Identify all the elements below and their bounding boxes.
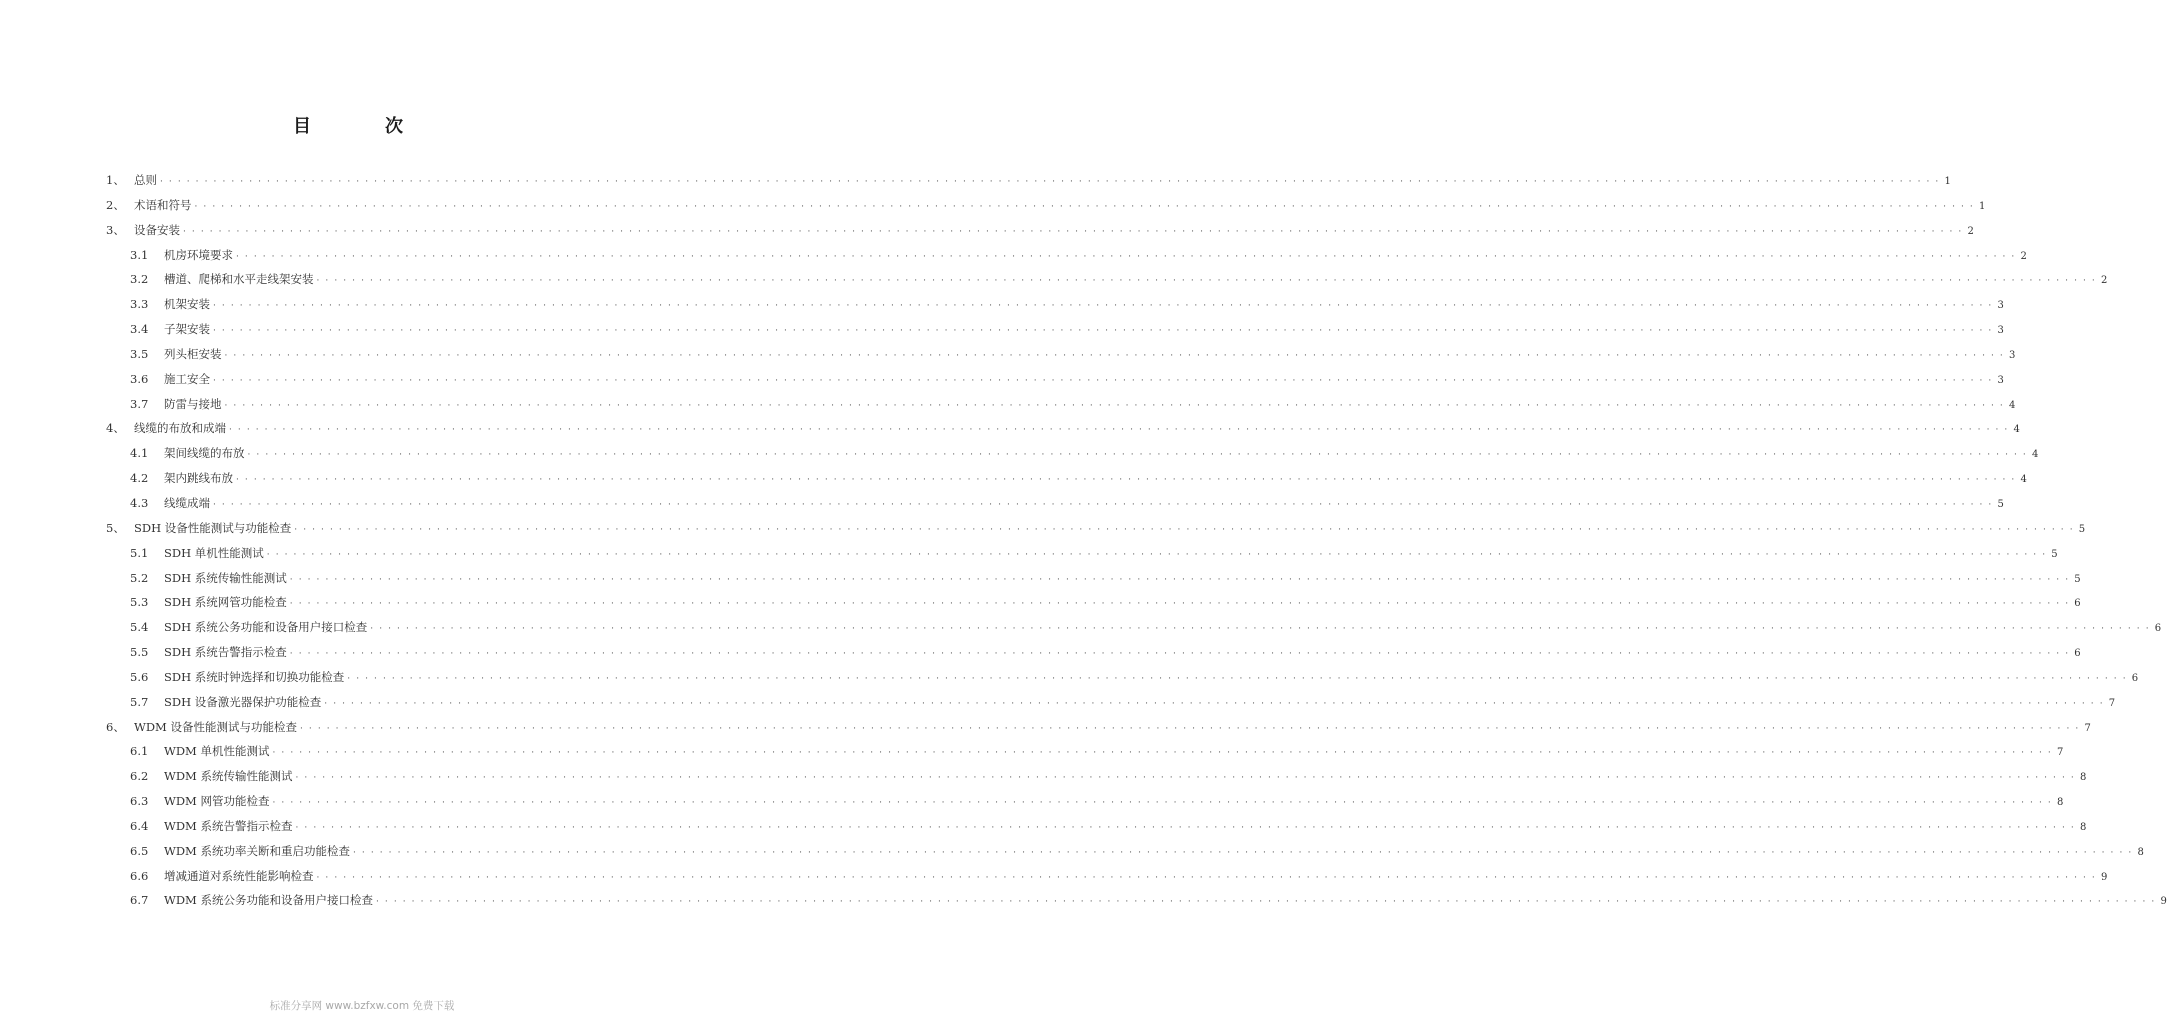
dot-leader: · · · · · · · · · · · · · · · · · · · · · · · · · · · · · · · · · · · · · · · · · · · · · · · · · · · · · · · · · · · · · · · · · · · · · · · · · · · · · · · · · · · · · · · · · · · · · · · · · · · · · · · · · · · · · · · · · · · · · · · · · · · · · · · · · · · · · · · · · · · · · · · · · · · · · · · · · · · · · · · · · · · · · · · · · · · · · · · · · · · · · · · · · · · · · · · · · · · · · · · · <box>224 400 2005 411</box>
toc-entry[interactable] <box>106 346 2016 371</box>
toc-entry-number: 3.5 <box>130 346 149 361</box>
dot-leader: · · · · · · · · · · · · · · · · · · · · · · · · · · · · · · · · · · · · · · · · · · · · · · · · · · · · · · · · · · · · · · · · · · · · · · · · · · · · · · · · · · · · · · · · · · · · · · · · · · · · · · · · · · · · · · · · · · · · · · · · · · · · · · · · · · · · · · · · · · · · · · · · · · · · · · · · · · · · · · · · · · · · · · · · · · · · · · · · · · · · · · · · · · · · · · · · · · · · · · · · <box>294 524 2075 535</box>
toc-entry-number: 3.4 <box>130 322 149 337</box>
toc-entry[interactable] <box>106 470 2027 495</box>
toc-entry[interactable] <box>106 619 2162 644</box>
toc-entry-number: 3.2 <box>130 272 149 287</box>
toc-entry-label: SDH 系统网管功能检查 <box>164 595 287 610</box>
table-of-contents <box>106 172 2167 917</box>
toc-entry-page-number: 5 <box>1997 498 2004 510</box>
toc-entry-page-number: 6 <box>2154 623 2162 635</box>
dot-leader: · · · · · · · · · · · · · · · · · · · · · · · · · · · · · · · · · · · · · · · · · · · · · · · · · · · · · · · · · · · · · · · · · · · · · · · · · · · · · · · · · · · · · · · · · · · · · · · · · · · · · · · · · · · · · · · · · · · · · · · · · · · · · · · · · · · · · · · · · · · · · · · · · · · · · · · · · · · · · · · · · · · · · · · · · · · · · · · · · · · · · · · · · · · · · · · · · · · · · · · · <box>272 748 2053 759</box>
toc-entry-number: 5.6 <box>130 669 149 684</box>
toc-entry-page-number: 3 <box>1997 300 2004 312</box>
toc-entry-label: WDM 系统功率关断和重启功能检查 <box>164 843 350 858</box>
toc-entry-page-number: 6 <box>2074 648 2081 660</box>
dot-leader: · · · · · · · · · · · · · · · · · · · · · · · · · · · · · · · · · · · · · · · · · · · · · · · · · · · · · · · · · · · · · · · · · · · · · · · · · · · · · · · · · · · · · · · · · · · · · · · · · · · · · · · · · · · · · · · · · · · · · · · · · · · · · · · · · · · · · · · · · · · · · · · · · · · · · · · · · · · · · · · · · · · · · · · · · · · · · · · · · · · · · · · · · · · · · · · · · · · · · · · · <box>224 350 2005 361</box>
toc-entry[interactable] <box>106 843 2144 868</box>
toc-entry-label: SDH 设备性能测试与功能检查 <box>134 520 292 535</box>
toc-entry-number: 5.4 <box>130 620 149 635</box>
toc-entry-number: 6.6 <box>130 868 149 883</box>
toc-entry-page-number: 8 <box>2056 797 2064 809</box>
toc-entry[interactable] <box>106 396 2016 421</box>
toc-entry-page-number: 2 <box>2101 275 2108 287</box>
toc-entry-page-number: 8 <box>2137 846 2144 858</box>
toc-entry-number: 5.1 <box>130 545 149 560</box>
toc-entry-number: 4.2 <box>130 471 149 486</box>
toc-entry-page-number: 1 <box>1944 176 1951 187</box>
toc-entry[interactable] <box>106 545 2058 570</box>
toc-entry-page-number: 8 <box>2079 821 2087 833</box>
dot-leader: · · · · · · · · · · · · · · · · · · · · · · · · · · · · · · · · · · · · · · · · · · · · · · · · · · · · · · · · · · · · · · · · · · · · · · · · · · · · · · · · · · · · · · · · · · · · · · · · · · · · · · · · · · · · · · · · · · · · · · · · · · · · · · · · · · · · · · · · · · · · · · · · · · · · · · · · · · · · · · · · · · · · · · · · · · · · · · · · · · · · · · · · · · · · · · · · · · · · · · · · <box>295 822 2076 833</box>
toc-entry-page-number: 3 <box>1997 325 2004 337</box>
toc-entry-number: 6.1 <box>130 744 149 759</box>
toc-entry-number: 6.5 <box>130 843 149 858</box>
toc-entry-label: 子架安装 <box>164 322 210 337</box>
toc-entry-label: SDH 设备激光器保护功能检查 <box>164 694 322 709</box>
toc-entry-label: 线缆成端 <box>164 495 210 510</box>
toc-entry-page-number: 3 <box>2009 349 2016 361</box>
toc-entry-label: SDH 系统公务功能和设备用户接口检查 <box>164 620 368 635</box>
dot-leader: · · · · · · · · · · · · · · · · · · · · · · · · · · · · · · · · · · · · · · · · · · · · · · · · · · · · · · · · · · · · · · · · · · · · · · · · · · · · · · · · · · · · · · · · · · · · · · · · · · · · · · · · · · · · · · · · · · · · · · · · · · · · · · · · · · · · · · · · · · · · · · · · · · · · · · · · · · · · · · · · · · · · · · · · · · · · · · · · · · · · · · · · · · · · · · · · · · · · · · · · <box>272 798 2053 809</box>
toc-entry-page-number: 2 <box>2020 250 2027 262</box>
toc-entry-label: 设备安装 <box>134 222 180 237</box>
toc-entry[interactable] <box>106 495 2004 520</box>
toc-entry-label: 防雷与接地 <box>164 396 222 411</box>
toc-entry-page-number: 5 <box>2074 573 2081 585</box>
toc-entry-page-number: 2 <box>1967 225 1974 237</box>
toc-entry-page-number: 6 <box>2074 598 2081 610</box>
toc-entry-page-number: 9 <box>2160 896 2167 908</box>
toc-entry-page-number: 4 <box>2013 424 2020 436</box>
toc-entry[interactable] <box>106 868 2108 893</box>
toc-entry-page-number: 5 <box>2078 523 2086 535</box>
toc-entry[interactable] <box>106 743 2064 768</box>
toc-entry[interactable] <box>106 892 2167 917</box>
toc-entry-label: 机架安装 <box>164 297 210 312</box>
toc-entry[interactable] <box>106 296 2004 321</box>
toc-entry-label: SDH 单机性能测试 <box>164 545 264 560</box>
toc-entry-number: 6.7 <box>130 893 149 908</box>
toc-entry-label: WDM 单机性能测试 <box>164 744 270 759</box>
toc-entry-label: WDM 网管功能检查 <box>164 794 270 809</box>
dot-leader: · · · · · · · · · · · · · · · · · · · · · · · · · · · · · · · · · · · · · · · · · · · · · · · · · · · · · · · · · · · · · · · · · · · · · · · · · · · · · · · · · · · · · · · · · · · · · · · · · · · · · · · · · · · · · · · · · · · · · · · · · · · · · · · · · · · · · · · · · · · · · · · · · · · · · · · · · · · · · · · · · · · · · · · · · · · · · · · · · · · · · · · · · · · · · · · · · · · · · · · · <box>289 649 2070 660</box>
toc-entry[interactable] <box>106 271 2108 296</box>
dot-leader: · · · · · · · · · · · · · · · · · · · · · · · · · · · · · · · · · · · · · · · · · · · · · · · · · · · · · · · · · · · · · · · · · · · · · · · · · · · · · · · · · · · · · · · · · · · · · · · · · · · · · · · · · · · · · · · · · · · · · · · · · · · · · · · · · · · · · · · · · · · · · · · · · · · · · · · · · · · · · · · · · · · · · · · · · · · · · · · · · · · · · · · · · · · · · · · · · · · · · · · · <box>316 872 2097 883</box>
toc-entry-label: SDH 系统告警指示检查 <box>164 645 287 660</box>
toc-entry-page-number: 4 <box>2020 474 2027 486</box>
dot-leader: · · · · · · · · · · · · · · · · · · · · · · · · · · · · · · · · · · · · · · · · · · · · · · · · · · · · · · · · · · · · · · · · · · · · · · · · · · · · · · · · · · · · · · · · · · · · · · · · · · · · · · · · · · · · · · · · · · · · · · · · · · · · · · · · · · · · · · · · · · · · · · · · · · · · · · · · · · · · · · · · · · · · · · · · · · · · · · · · · · · · · · · · · · · · · · · · · · · · · · · · <box>324 698 2105 709</box>
toc-entry-number: 6.3 <box>130 794 149 809</box>
dot-leader: · · · · · · · · · · · · · · · · · · · · · · · · · · · · · · · · · · · · · · · · · · · · · · · · · · · · · · · · · · · · · · · · · · · · · · · · · · · · · · · · · · · · · · · · · · · · · · · · · · · · · · · · · · · · · · · · · · · · · · · · · · · · · · · · · · · · · · · · · · · · · · · · · · · · · · · · · · · · · · · · · · · · · · · · · · · · · · · · · · · · · · · · · · · · · · · · · · · · · · · · <box>299 723 2080 734</box>
page-title: 目 次 <box>293 116 431 137</box>
toc-entry-number: 4、 <box>106 421 125 436</box>
toc-entry[interactable] <box>106 768 2087 793</box>
dot-leader: · · · · · · · · · · · · · · · · · · · · · · · · · · · · · · · · · · · · · · · · · · · · · · · · · · · · · · · · · · · · · · · · · · · · · · · · · · · · · · · · · · · · · · · · · · · · · · · · · · · · · · · · · · · · · · · · · · · · · · · · · · · · · · · · · · · · · · · · · · · · · · · · · · · · · · · · · · · · · · · · · · · · · · · · · · · · · · · · · · · · · · · · · · · · · · · · · · · · · · · · <box>160 177 1940 187</box>
toc-entry-label: 术语和符号 <box>134 197 192 212</box>
toc-entry-number: 4.3 <box>130 495 149 510</box>
toc-entry-label: 增减通道对系统性能影响检查 <box>164 868 314 883</box>
toc-entry-label: 架间线缆的布放 <box>164 446 245 461</box>
toc-entry-page-number: 7 <box>2084 722 2091 734</box>
dot-leader: · · · · · · · · · · · · · · · · · · · · · · · · · · · · · · · · · · · · · · · · · · · · · · · · · · · · · · · · · · · · · · · · · · · · · · · · · · · · · · · · · · · · · · · · · · · · · · · · · · · · · · · · · · · · · · · · · · · · · · · · · · · · · · · · · · · · · · · · · · · · · · · · · · · · · · · · · · · · · · · · · · · · · · · · · · · · · · · · · · · · · · · · · · · · · · · · · · · · · · · · <box>352 847 2133 858</box>
toc-entry-page-number: 1 <box>1979 200 1986 212</box>
toc-entry-number: 3.3 <box>130 297 149 312</box>
toc-entry-page-number: 8 <box>2079 772 2087 784</box>
toc-entry-number: 3.1 <box>130 247 149 262</box>
toc-entry[interactable] <box>106 371 2004 396</box>
dot-leader: · · · · · · · · · · · · · · · · · · · · · · · · · · · · · · · · · · · · · · · · · · · · · · · · · · · · · · · · · · · · · · · · · · · · · · · · · · · · · · · · · · · · · · · · · · · · · · · · · · · · · · · · · · · · · · · · · · · · · · · · · · · · · · · · · · · · · · · · · · · · · · · · · · · · · · · · · · · · · · · · · · · · · · · · · · · · · · · · · · · · · · · · · · · · · · · · · · · · · · · · <box>213 326 1993 337</box>
toc-entry-label: WDM 系统告警指示检查 <box>164 818 293 833</box>
toc-entry-page-number: 9 <box>2101 871 2108 883</box>
dot-leader: · · · · · · · · · · · · · · · · · · · · · · · · · · · · · · · · · · · · · · · · · · · · · · · · · · · · · · · · · · · · · · · · · · · · · · · · · · · · · · · · · · · · · · · · · · · · · · · · · · · · · · · · · · · · · · · · · · · · · · · · · · · · · · · · · · · · · · · · · · · · · · · · · · · · · · · · · · · · · · · · · · · · · · · · · · · · · · · · · · · · · · · · · · · · · · · · · · · · · · · · <box>213 301 1993 312</box>
toc-entry-number: 5.7 <box>130 694 149 709</box>
dot-leader: · · · · · · · · · · · · · · · · · · · · · · · · · · · · · · · · · · · · · · · · · · · · · · · · · · · · · · · · · · · · · · · · · · · · · · · · · · · · · · · · · · · · · · · · · · · · · · · · · · · · · · · · · · · · · · · · · · · · · · · · · · · · · · · · · · · · · · · · · · · · · · · · · · · · · · · · · · · · · · · · · · · · · · · · · · · · · · · · · · · · · · · · · · · · · · · · · · · · · · · · <box>213 499 1993 510</box>
toc-entry-label: 架内跳线布放 <box>164 471 233 486</box>
toc-entry-label: 机房环境要求 <box>164 247 233 262</box>
dot-leader: · · · · · · · · · · · · · · · · · · · · · · · · · · · · · · · · · · · · · · · · · · · · · · · · · · · · · · · · · · · · · · · · · · · · · · · · · · · · · · · · · · · · · · · · · · · · · · · · · · · · · · · · · · · · · · · · · · · · · · · · · · · · · · · · · · · · · · · · · · · · · · · · · · · · · · · · · · · · · · · · · · · · · · · · · · · · · · · · · · · · · · · · · · · · · · · · · · · · · · · · <box>316 276 2097 287</box>
dot-leader: · · · · · · · · · · · · · · · · · · · · · · · · · · · · · · · · · · · · · · · · · · · · · · · · · · · · · · · · · · · · · · · · · · · · · · · · · · · · · · · · · · · · · · · · · · · · · · · · · · · · · · · · · · · · · · · · · · · · · · · · · · · · · · · · · · · · · · · · · · · · · · · · · · · · · · · · · · · · · · · · · · · · · · · · · · · · · · · · · · · · · · · · · · · · · · · · · · · · · · · · <box>194 201 1975 212</box>
toc-entry-label: WDM 设备性能测试与功能检查 <box>134 719 297 734</box>
dot-leader: · · · · · · · · · · · · · · · · · · · · · · · · · · · · · · · · · · · · · · · · · · · · · · · · · · · · · · · · · · · · · · · · · · · · · · · · · · · · · · · · · · · · · · · · · · · · · · · · · · · · · · · · · · · · · · · · · · · · · · · · · · · · · · · · · · · · · · · · · · · · · · · · · · · · · · · · · · · · · · · · · · · · · · · · · · · · · · · · · · · · · · · · · · · · · · · · · · · · · · · · <box>236 475 2016 486</box>
toc-entry-page-number: 5 <box>2051 548 2058 560</box>
toc-entry[interactable] <box>106 669 2139 694</box>
toc-entry-label: 施工安全 <box>164 371 210 386</box>
toc-entry-number: 6.2 <box>130 769 149 784</box>
dot-leader: · · · · · · · · · · · · · · · · · · · · · · · · · · · · · · · · · · · · · · · · · · · · · · · · · · · · · · · · · · · · · · · · · · · · · · · · · · · · · · · · · · · · · · · · · · · · · · · · · · · · · · · · · · · · · · · · · · · · · · · · · · · · · · · · · · · · · · · · · · · · · · · · · · · · · · · · · · · · · · · · · · · · · · · · · · · · · · · · · · · · · · · · · · · · · · · · · · · · · · · · <box>183 226 1963 237</box>
toc-entry-label: 线缆的布放和成端 <box>134 421 226 436</box>
toc-entry[interactable] <box>106 247 2027 272</box>
toc-entry-number: 3.6 <box>130 371 149 386</box>
toc-entry[interactable] <box>106 445 2039 470</box>
toc-entry[interactable] <box>106 694 2116 719</box>
toc-entry-label: 总则 <box>134 173 157 187</box>
toc-entry[interactable] <box>106 321 2004 346</box>
toc-entry-number: 3、 <box>106 222 125 237</box>
toc-entry-label: SDH 系统传输性能测试 <box>164 570 287 585</box>
toc-entry-page-number: 7 <box>2056 747 2064 759</box>
dot-leader: · · · · · · · · · · · · · · · · · · · · · · · · · · · · · · · · · · · · · · · · · · · · · · · · · · · · · · · · · · · · · · · · · · · · · · · · · · · · · · · · · · · · · · · · · · · · · · · · · · · · · · · · · · · · · · · · · · · · · · · · · · · · · · · · · · · · · · · · · · · · · · · · · · · · · · · · · · · · · · · · · · · · · · · · · · · · · · · · · · · · · · · · · · · · · · · · · · · · · · · · <box>247 450 2028 461</box>
dot-leader: · · · · · · · · · · · · · · · · · · · · · · · · · · · · · · · · · · · · · · · · · · · · · · · · · · · · · · · · · · · · · · · · · · · · · · · · · · · · · · · · · · · · · · · · · · · · · · · · · · · · · · · · · · · · · · · · · · · · · · · · · · · · · · · · · · · · · · · · · · · · · · · · · · · · · · · · · · · · · · · · · · · · · · · · · · · · · · · · · · · · · · · · · · · · · · · · · · · · · · · · <box>370 624 2151 635</box>
toc-entry-label: WDM 系统公务功能和设备用户接口检查 <box>164 893 373 908</box>
toc-entry-page-number: 7 <box>2108 697 2116 709</box>
toc-entry-number: 3.7 <box>130 396 149 411</box>
toc-entry[interactable] <box>106 222 1974 247</box>
dot-leader: · · · · · · · · · · · · · · · · · · · · · · · · · · · · · · · · · · · · · · · · · · · · · · · · · · · · · · · · · · · · · · · · · · · · · · · · · · · · · · · · · · · · · · · · · · · · · · · · · · · · · · · · · · · · · · · · · · · · · · · · · · · · · · · · · · · · · · · · · · · · · · · · · · · · · · · · · · · · · · · · · · · · · · · · · · · · · · · · · · · · · · · · · · · · · · · · · · · · · · · · <box>266 549 2047 560</box>
dot-leader: · · · · · · · · · · · · · · · · · · · · · · · · · · · · · · · · · · · · · · · · · · · · · · · · · · · · · · · · · · · · · · · · · · · · · · · · · · · · · · · · · · · · · · · · · · · · · · · · · · · · · · · · · · · · · · · · · · · · · · · · · · · · · · · · · · · · · · · · · · · · · · · · · · · · · · · · · · · · · · · · · · · · · · · · · · · · · · · · · · · · · · · · · · · · · · · · · · · · · · · · <box>289 574 2070 585</box>
toc-entry-number: 5.2 <box>130 570 149 585</box>
toc-entry[interactable] <box>106 644 2081 669</box>
toc-entry[interactable] <box>106 197 1986 222</box>
toc-entry[interactable] <box>106 520 2086 545</box>
watermark-footer: 标准分享网 www.bzfxw.com 免费下载 <box>269 1000 455 1012</box>
toc-entry-number: 2、 <box>106 197 125 212</box>
toc-entry[interactable] <box>106 570 2081 595</box>
toc-entry-page-number: 4 <box>2032 449 2039 461</box>
toc-entry-number: 6、 <box>106 719 125 734</box>
toc-entry-label: WDM 系统传输性能测试 <box>164 769 293 784</box>
toc-entry[interactable] <box>106 719 2091 744</box>
toc-entry-number: 4.1 <box>130 446 149 461</box>
toc-entry-number: 6.4 <box>130 818 149 833</box>
dot-leader: · · · · · · · · · · · · · · · · · · · · · · · · · · · · · · · · · · · · · · · · · · · · · · · · · · · · · · · · · · · · · · · · · · · · · · · · · · · · · · · · · · · · · · · · · · · · · · · · · · · · · · · · · · · · · · · · · · · · · · · · · · · · · · · · · · · · · · · · · · · · · · · · · · · · · · · · · · · · · · · · · · · · · · · · · · · · · · · · · · · · · · · · · · · · · · · · · · · · · · · · <box>289 599 2070 610</box>
toc-entry-page-number: 3 <box>1997 374 2004 386</box>
toc-entry-label: 槽道、爬梯和水平走线架安装 <box>164 272 314 287</box>
toc-entry-label: 列头柜安装 <box>164 346 222 361</box>
toc-entry-number: 1、 <box>106 173 125 187</box>
toc-entry-page-number: 6 <box>2131 672 2139 684</box>
toc-entry-number: 5.5 <box>130 645 149 660</box>
dot-leader: · · · · · · · · · · · · · · · · · · · · · · · · · · · · · · · · · · · · · · · · · · · · · · · · · · · · · · · · · · · · · · · · · · · · · · · · · · · · · · · · · · · · · · · · · · · · · · · · · · · · · · · · · · · · · · · · · · · · · · · · · · · · · · · · · · · · · · · · · · · · · · · · · · · · · · · · · · · · · · · · · · · · · · · · · · · · · · · · · · · · · · · · · · · · · · · · · · · · · · · · <box>375 897 2156 908</box>
dot-leader: · · · · · · · · · · · · · · · · · · · · · · · · · · · · · · · · · · · · · · · · · · · · · · · · · · · · · · · · · · · · · · · · · · · · · · · · · · · · · · · · · · · · · · · · · · · · · · · · · · · · · · · · · · · · · · · · · · · · · · · · · · · · · · · · · · · · · · · · · · · · · · · · · · · · · · · · · · · · · · · · · · · · · · · · · · · · · · · · · · · · · · · · · · · · · · · · · · · · · · · · <box>229 425 2009 436</box>
dot-leader: · · · · · · · · · · · · · · · · · · · · · · · · · · · · · · · · · · · · · · · · · · · · · · · · · · · · · · · · · · · · · · · · · · · · · · · · · · · · · · · · · · · · · · · · · · · · · · · · · · · · · · · · · · · · · · · · · · · · · · · · · · · · · · · · · · · · · · · · · · · · · · · · · · · · · · · · · · · · · · · · · · · · · · · · · · · · · · · · · · · · · · · · · · · · · · · · · · · · · · · · <box>347 673 2128 684</box>
toc-entry-number: 5、 <box>106 520 125 535</box>
toc-entry-label: SDH 系统时钟选择和切换功能检查 <box>164 669 345 684</box>
toc-entry-page-number: 4 <box>2009 399 2016 411</box>
dot-leader: · · · · · · · · · · · · · · · · · · · · · · · · · · · · · · · · · · · · · · · · · · · · · · · · · · · · · · · · · · · · · · · · · · · · · · · · · · · · · · · · · · · · · · · · · · · · · · · · · · · · · · · · · · · · · · · · · · · · · · · · · · · · · · · · · · · · · · · · · · · · · · · · · · · · · · · · · · · · · · · · · · · · · · · · · · · · · · · · · · · · · · · · · · · · · · · · · · · · · · · · <box>236 251 2016 262</box>
toc-entry[interactable] <box>106 793 2064 818</box>
toc-entry[interactable] <box>106 172 1951 197</box>
toc-entry-number: 5.3 <box>130 595 149 610</box>
toc-entry[interactable] <box>106 420 2020 445</box>
dot-leader: · · · · · · · · · · · · · · · · · · · · · · · · · · · · · · · · · · · · · · · · · · · · · · · · · · · · · · · · · · · · · · · · · · · · · · · · · · · · · · · · · · · · · · · · · · · · · · · · · · · · · · · · · · · · · · · · · · · · · · · · · · · · · · · · · · · · · · · · · · · · · · · · · · · · · · · · · · · · · · · · · · · · · · · · · · · · · · · · · · · · · · · · · · · · · · · · · · · · · · · · <box>213 375 1993 386</box>
toc-entry[interactable] <box>106 818 2087 843</box>
toc-entry[interactable] <box>106 594 2081 619</box>
dot-leader: · · · · · · · · · · · · · · · · · · · · · · · · · · · · · · · · · · · · · · · · · · · · · · · · · · · · · · · · · · · · · · · · · · · · · · · · · · · · · · · · · · · · · · · · · · · · · · · · · · · · · · · · · · · · · · · · · · · · · · · · · · · · · · · · · · · · · · · · · · · · · · · · · · · · · · · · · · · · · · · · · · · · · · · · · · · · · · · · · · · · · · · · · · · · · · · · · · · · · · · · <box>295 773 2076 784</box>
